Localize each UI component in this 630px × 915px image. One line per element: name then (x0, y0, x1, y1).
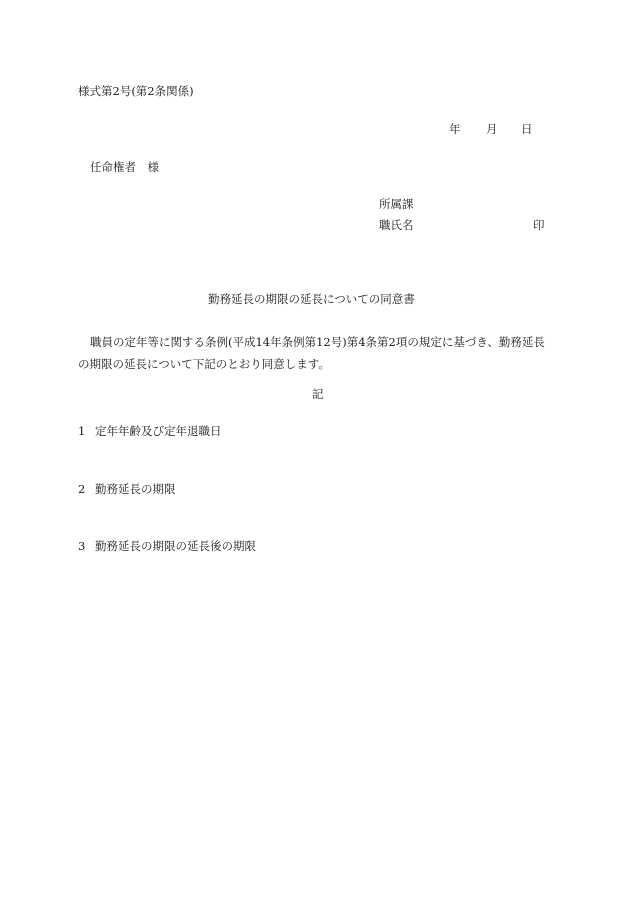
list-item-label: 勤務延長の期限 (95, 482, 176, 496)
body-line-2: の期限の延長について下記のとおり同意します。 (78, 357, 330, 371)
date-month-label: 月 (486, 122, 498, 136)
note-mark: 記 (312, 387, 324, 401)
list-item (78, 541, 256, 553)
date-day-label: 日 (521, 122, 533, 136)
list-item-number: 2 (78, 482, 86, 496)
list-item-label: 勤務延長の期限の延長後の期限 (95, 539, 256, 553)
name-label: 職氏名 (379, 218, 414, 232)
form-number: 様式第2号(第2条関係) (78, 84, 194, 98)
body-paragraph (78, 331, 552, 375)
affiliation-label: 所属課 (379, 197, 414, 211)
seal-label: 印 (533, 218, 545, 232)
list-item-number: 1 (78, 424, 86, 438)
addressee: 任命権者 様 (90, 160, 159, 174)
document-title: 勤務延長の期限の延長についての同意書 (208, 292, 415, 306)
list-item-number: 3 (78, 539, 86, 553)
list-item (78, 484, 176, 496)
body-line-1: 職員の定年等に関する条例(平成14年条例第12号)第4条第2項の規定に基づき、勤務延長 (90, 335, 545, 349)
list-item (78, 426, 222, 438)
date-year-label: 年 (449, 122, 461, 136)
list-item-label: 定年年齢及び定年退職日 (95, 424, 222, 438)
